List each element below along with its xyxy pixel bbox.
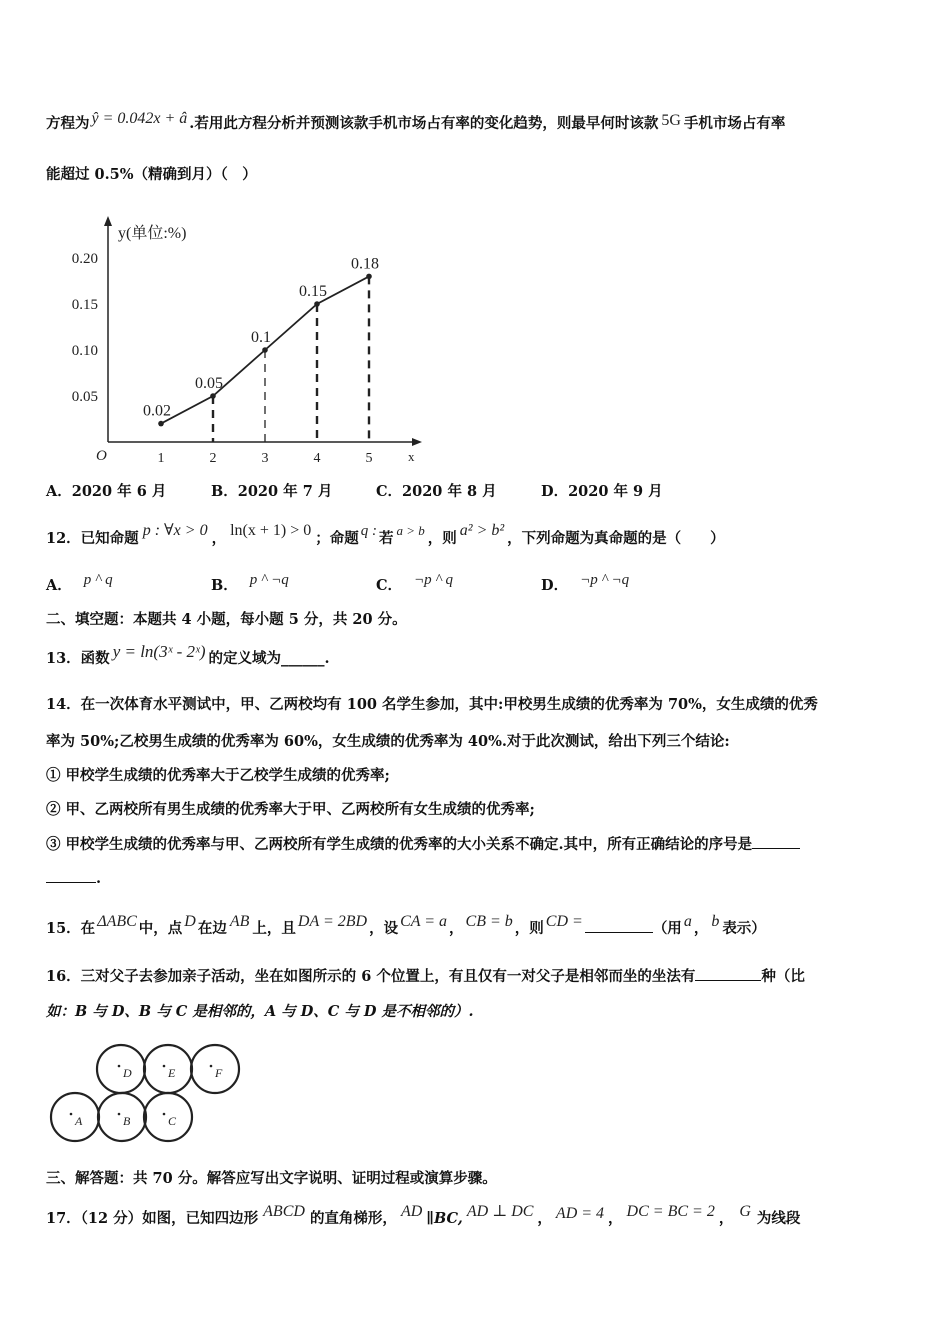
ad-perp-dc: AD ⊥ DC <box>466 1203 534 1220</box>
a-gt-b: a > b <box>396 523 425 538</box>
dashed-guides <box>213 276 369 442</box>
seat-c-label: C <box>168 1114 177 1128</box>
q11-line2: 能超过 0.5%（精确到月）（ ） <box>46 166 257 183</box>
option-expr: ¬p ^ ¬q <box>580 572 630 588</box>
q17-text: ， <box>718 1210 734 1227</box>
q11-text: 手机市场占有率 <box>683 115 786 132</box>
q15-text: 在边 <box>197 920 227 937</box>
q14-line2: 率为 50%;乙校男生成绩的优秀率为 60%，女生成绩的优秀率为 40%.对于此次测试，给出下列三个结论: <box>46 733 730 750</box>
q12-option-a <box>46 572 113 596</box>
q17-text: 为线段 <box>756 1210 801 1227</box>
answer-blank <box>695 966 761 981</box>
q12-option-c <box>376 572 453 596</box>
q12-text: ，则 <box>427 530 457 547</box>
q14-conclusion-2: ② 甲、乙两校所有男生成绩的优秀率大于甲、乙两校所有女生成绩的优秀率; <box>46 801 535 818</box>
seat-d-circle <box>97 1045 145 1093</box>
q15-text: ， <box>449 920 464 937</box>
data-point <box>366 274 372 280</box>
ad-parallel-bc: ∥BC, <box>426 1210 463 1227</box>
q15-text: 15．在 <box>46 920 96 937</box>
cb-eq-b: CB = b <box>465 913 513 930</box>
y-tick-label: 0.20 <box>71 251 98 267</box>
proposition-p: p : ∀x > 0 <box>142 522 208 539</box>
seating-diagram <box>44 1040 244 1148</box>
a2-gt-b2: a² > b² <box>459 522 505 539</box>
q11-option-c: C．2020 年 8 月 <box>376 483 497 500</box>
q15-text: ， <box>693 920 709 937</box>
q17-line1 <box>46 1203 801 1229</box>
q14-end <box>46 868 101 889</box>
point-labels <box>143 255 379 419</box>
data-point <box>262 347 268 353</box>
q16-line1 <box>46 966 805 987</box>
option-expr: p ^ q <box>83 572 113 588</box>
q17-text: 的直角梯形， <box>309 1210 397 1227</box>
section-2-heading: 二、填空题：本题共 4 小题，每小题 5 分，共 20 分。 <box>46 611 407 628</box>
q15-text: 中，点 <box>138 920 183 937</box>
q12-stem <box>46 522 725 549</box>
y-tick-label: 0.05 <box>71 389 98 405</box>
q11-option-b: B．2020 年 7 月 <box>211 483 333 500</box>
x-axis-label: x <box>408 449 415 464</box>
y-tick-label: 0.15 <box>71 297 98 313</box>
answer-blank <box>585 918 653 933</box>
seat-d-label: D <box>123 1066 132 1080</box>
quad-abcd: ABCD <box>263 1203 305 1220</box>
q11-text: .若用此方程分析并预测该款手机市场占有率的变化趋势，则最早何时该款 <box>189 115 659 132</box>
y-tick-labels <box>72 251 98 405</box>
side-ab: AB <box>229 913 250 930</box>
option-letter: D． <box>541 577 569 594</box>
seat-d-dot <box>118 1065 121 1068</box>
q16-line2: 如：B 与 D、B 与 C 是相邻的，A 与 D、C 与 D 是不相邻的）. <box>46 1003 474 1020</box>
q12-text: 若 <box>378 530 394 547</box>
point-label: 0.1 <box>251 329 271 346</box>
option-letter: A． <box>46 577 72 594</box>
5g-label: 5G <box>661 112 681 129</box>
regression-equation: ŷ = 0.042x + â <box>91 110 188 127</box>
answer-blank <box>752 834 800 849</box>
proposition-q: q : <box>360 523 377 539</box>
option-expr: ¬p ^ q <box>414 572 453 588</box>
q12-text: 12．已知命题 <box>46 530 139 547</box>
q15-text: 表示） <box>722 920 766 937</box>
seat-b-circle <box>98 1093 146 1141</box>
triangle-abc: ΔABC <box>97 913 137 930</box>
seat-a-label: A <box>75 1114 83 1128</box>
q12-text: ， <box>211 530 227 547</box>
q12-text: ，下列命题为真命题的是（ ） <box>507 530 725 547</box>
seat-f-label: F <box>215 1066 223 1080</box>
x-axis-arrow <box>412 438 422 446</box>
point-label: 0.18 <box>351 255 379 273</box>
q14-line1: 14．在一次体育水平测试中，甲、乙两校均有 100 名学生参加，其中:甲校男生成绩的优秀率为 70%，女生成绩的优秀 <box>46 696 818 713</box>
point-label: 0.02 <box>143 402 171 420</box>
q14-text: ③ 甲校学生成绩的优秀率与甲、乙两校所有学生成绩的优秀率的大小关系不确定.其中，所有正确结论的序号是 <box>46 836 753 853</box>
seat-b-label: B <box>123 1114 131 1128</box>
vector-a: a <box>683 913 692 930</box>
q11-text: 方程为 <box>46 115 90 132</box>
q12-text: ；命题 <box>315 530 359 547</box>
q13-text: 的定义域为______. <box>208 650 330 667</box>
answer-blank <box>46 868 96 883</box>
q16-text: 种（比 <box>761 968 805 985</box>
data-point <box>314 301 320 307</box>
q13-text: 13．函数 <box>46 650 110 667</box>
q15-text: ，则 <box>514 920 544 937</box>
y-axis-arrow <box>104 216 112 226</box>
ad-label: AD <box>400 1203 423 1220</box>
cd-eq: CD = <box>545 913 583 930</box>
seat-c-dot <box>163 1113 166 1116</box>
q15-text: （用 <box>652 920 682 937</box>
x-tick-labels <box>158 451 373 466</box>
data-point <box>158 421 164 427</box>
point-g: G <box>739 1203 751 1220</box>
ad-eq-4: AD = 4 <box>555 1205 605 1222</box>
seat-e-dot <box>163 1065 166 1068</box>
x-tick-label: 5 <box>365 451 373 466</box>
q16-text: 16．三对父子去参加亲子活动，坐在如图所示的 6 个位置上，有且仅有一对父子是相邻而坐的坐法有 <box>46 968 696 985</box>
x-tick-label: 4 <box>313 451 321 466</box>
seat-a-dot <box>70 1113 73 1116</box>
seat-b-dot <box>118 1113 121 1116</box>
option-expr: p ^ ¬q <box>249 572 289 588</box>
q13-function: y = ln(3ˣ - 2ˣ) <box>112 642 206 661</box>
y-axis-label: y(单位:%) <box>118 225 187 242</box>
q12-option-d <box>541 572 630 596</box>
q14-text: . <box>96 870 102 887</box>
q14-conclusion-3 <box>46 834 800 855</box>
origin-label: O <box>96 448 107 464</box>
da-eq-2bd: DA = 2BD <box>297 913 368 930</box>
seat-e-label: E <box>168 1066 176 1080</box>
q14-conclusion-1: ① 甲校学生成绩的优秀率大于乙校学生成绩的优秀率; <box>46 767 390 784</box>
market-share-chart <box>60 210 440 470</box>
q13 <box>46 642 330 669</box>
x-tick-label: 3 <box>261 451 269 466</box>
data-points <box>158 274 372 427</box>
q11-option-d: D．2020 年 9 月 <box>541 483 663 500</box>
x-tick-label: 2 <box>209 451 217 466</box>
q12-option-b <box>211 572 289 596</box>
dc-bc-eq-2: DC = BC = 2 <box>626 1203 715 1220</box>
vector-b: b <box>711 913 720 930</box>
data-point <box>210 393 216 399</box>
q11-option-a: A．2020 年 6 月 <box>46 483 167 500</box>
q15-text: ，设 <box>369 920 399 937</box>
q17-text: ， <box>537 1210 552 1227</box>
ca-eq-a: CA = a <box>400 913 448 930</box>
q15-text: 上，且 <box>252 920 296 937</box>
q15 <box>46 913 766 939</box>
seat-f-dot <box>210 1065 213 1068</box>
y-tick-label: 0.10 <box>71 343 98 359</box>
q17-text: ， <box>608 1210 623 1227</box>
option-letter: B． <box>211 577 238 594</box>
point-label: 0.05 <box>195 375 223 392</box>
x-tick-label: 1 <box>157 451 165 466</box>
point-label: 0.15 <box>299 283 327 300</box>
point-d: D <box>184 913 196 930</box>
option-letter: C． <box>376 577 403 594</box>
q17-text: 17．（12 分）如图，已知四边形 <box>46 1210 259 1227</box>
ln-inequality: ln(x + 1) > 0 <box>230 522 312 539</box>
q11-line1 <box>46 110 786 134</box>
section-3-heading: 三、解答题：共 70 分。解答应写出文字说明、证明过程或演算步骤。 <box>46 1170 497 1187</box>
